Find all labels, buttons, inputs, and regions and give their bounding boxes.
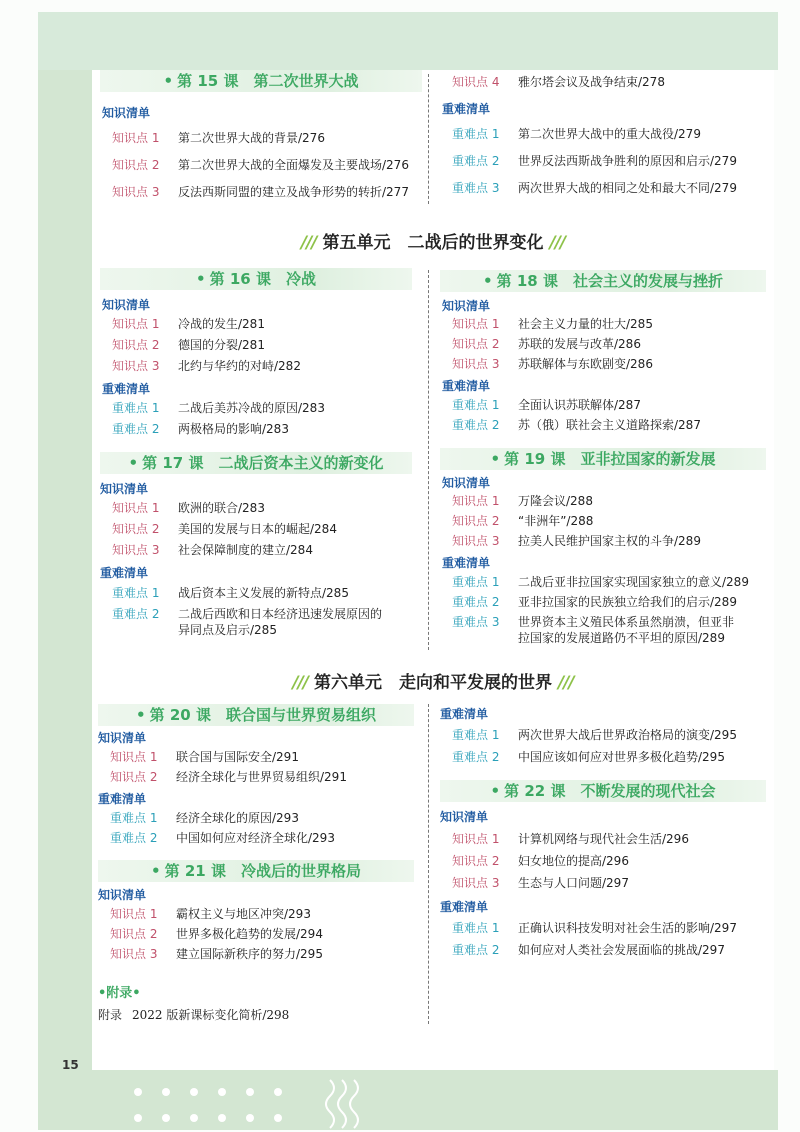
lesson-20-title: • 第 20 课 联合国与世界贸易组织 bbox=[136, 706, 376, 724]
lesson-21-header bbox=[98, 860, 414, 882]
list-item: 重难点 1 经济全球化的原因/293 bbox=[110, 811, 299, 825]
appendix-entry bbox=[98, 1006, 299, 1023]
lesson-19-title: • 第 19 课 亚非拉国家的新发展 bbox=[490, 450, 716, 468]
list-item: 知识点 2 德国的分裂/281 bbox=[112, 338, 265, 352]
list-item: 重难点 1 正确认识科技发明对社会生活的影响/297 bbox=[452, 921, 737, 935]
lesson-18-header bbox=[440, 270, 766, 292]
list-item: 重难点 1 两次世界大战后世界政治格局的演变/295 bbox=[452, 728, 737, 742]
lesson-19-header bbox=[440, 448, 766, 470]
key-list-label: 重难清单 bbox=[440, 900, 489, 914]
key-list-label: 重难清单 bbox=[98, 792, 147, 806]
list-item: 知识点 1 冷战的发生/281 bbox=[112, 317, 265, 331]
list-item: 知识点 3 生态与人口问题/297 bbox=[452, 876, 629, 890]
knowledge-list-label: 知识清单 bbox=[98, 731, 147, 745]
lesson-22-header bbox=[440, 780, 766, 802]
list-item: 知识点 1 万隆会议/288 bbox=[452, 494, 593, 508]
list-item: 知识点 2 第二次世界大战的全面爆发及主要战场/276 bbox=[112, 158, 409, 172]
left-margin-band bbox=[38, 12, 92, 1082]
list-item: 重难点 2 中国应该如何应对世界多极化趋势/295 bbox=[452, 750, 725, 764]
list-item: 重难点 1 战后资本主义发展的新特点/285 bbox=[112, 586, 349, 600]
knowledge-list-label: 知识清单 bbox=[102, 106, 151, 120]
lesson-16-header bbox=[100, 268, 412, 290]
list-item: 知识点 3 苏联解体与东欧剧变/286 bbox=[452, 357, 653, 371]
key-list-label: 重难清单 bbox=[100, 566, 149, 580]
list-item: 知识点 3 拉美人民维护国家主权的斗争/289 bbox=[452, 534, 701, 548]
lesson-15-title: • 第 15 课 第二次世界大战 bbox=[163, 72, 359, 90]
top-margin-band bbox=[38, 12, 778, 70]
lesson-17-title: • 第 17 课 二战后资本主义的新变化 bbox=[128, 454, 384, 472]
list-item: 知识点 3 建立国际新秩序的努力/295 bbox=[110, 947, 323, 961]
knowledge-list-label: 知识清单 bbox=[98, 888, 147, 902]
list-item: 重难点 1 二战后美苏冷战的原因/283 bbox=[112, 401, 325, 415]
list-item: 重难点 2 苏（俄）联社会主义道路探索/287 bbox=[452, 418, 701, 432]
column-divider bbox=[428, 270, 429, 650]
list-item: 重难点 1 第二次世界大战中的重大战役/279 bbox=[452, 127, 701, 141]
decorative-waves-icon bbox=[324, 1078, 364, 1132]
list-item: 重难点 1 全面认识苏联解体/287 bbox=[452, 398, 641, 412]
appendix-title: •附录• bbox=[98, 986, 141, 1001]
lesson-22-title: • 第 22 课 不断发展的现代社会 bbox=[490, 782, 716, 800]
column-divider bbox=[428, 74, 429, 204]
list-item: 知识点 2 世界多极化趋势的发展/294 bbox=[110, 927, 323, 941]
unit-6-heading: /// 第六单元 走向和平发展的世界 /// bbox=[292, 673, 574, 693]
list-item: 知识点 4 雅尔塔会议及战争结束/278 bbox=[452, 75, 665, 89]
list-item: 知识点 1 计算机网络与现代社会生活/296 bbox=[452, 832, 689, 846]
list-item: 知识点 2 经济全球化与世界贸易组织/291 bbox=[110, 770, 347, 784]
list-item: 重难点 2 两极格局的影响/283 bbox=[112, 422, 289, 436]
list-item: 知识点 3 北约与华约的对峙/282 bbox=[112, 359, 301, 373]
list-item: 重难点 2 亚非拉国家的民族独立给我们的启示/289 bbox=[452, 595, 737, 609]
lesson-16-title: • 第 16 课 冷战 bbox=[196, 270, 316, 288]
list-item: 知识点 1 霸权主义与地区冲突/293 bbox=[110, 907, 311, 921]
list-item: 重难点 2 世界反法西斯战争胜利的原因和启示/279 bbox=[452, 154, 737, 168]
list-item: 知识点 2 妇女地位的提高/296 bbox=[452, 854, 629, 868]
list-item: 重难点 2 中国如何应对经济全球化/293 bbox=[110, 831, 335, 845]
knowledge-list-label: 知识清单 bbox=[442, 299, 491, 313]
lesson-15-header bbox=[100, 70, 422, 92]
list-item: 知识点 2 美国的发展与日本的崛起/284 bbox=[112, 522, 337, 536]
knowledge-list-label: 知识清单 bbox=[440, 810, 489, 824]
key-list-label: 重难清单 bbox=[442, 556, 491, 570]
knowledge-list-label: 知识清单 bbox=[442, 476, 491, 490]
list-item: 知识点 3 反法西斯同盟的建立及战争形势的转折/277 bbox=[112, 185, 409, 199]
lesson-18-title: • 第 18 课 社会主义的发展与挫折 bbox=[483, 272, 723, 290]
list-item: 知识点 3 社会保障制度的建立/284 bbox=[112, 543, 313, 557]
list-item: 知识点 2 “非洲年”/288 bbox=[452, 514, 594, 528]
list-item: 知识点 1 第二次世界大战的背景/276 bbox=[112, 131, 325, 145]
lesson-21-title: • 第 21 课 冷战后的世界格局 bbox=[151, 862, 361, 880]
appendix-label: 附录 bbox=[98, 1008, 123, 1022]
key-list-label: 重难清单 bbox=[102, 382, 151, 396]
key-list-label: 重难清单 bbox=[442, 102, 491, 116]
key-list-label: 重难清单 bbox=[440, 707, 489, 721]
knowledge-list-label: 知识清单 bbox=[102, 298, 151, 312]
appendix-text: 2022 版新课标变化简析/298 bbox=[132, 1008, 290, 1022]
list-item: 重难点 1 二战后亚非拉国家实现国家独立的意义/289 bbox=[452, 575, 749, 589]
lesson-17-header bbox=[100, 452, 412, 474]
unit-5-heading: /// 第五单元 二战后的世界变化 /// bbox=[300, 233, 566, 253]
list-item: 重难点 3 两次世界大战的相同之处和最大不同/279 bbox=[452, 181, 737, 195]
list-item: 知识点 1 联合国与国际安全/291 bbox=[110, 750, 299, 764]
page-number: 15 bbox=[62, 1058, 79, 1072]
list-item: 重难点 2 如何应对人类社会发展面临的挑战/297 bbox=[452, 943, 725, 957]
decorative-dots bbox=[134, 1082, 294, 1132]
key-list-label: 重难清单 bbox=[442, 379, 491, 393]
list-item: 知识点 1 欧洲的联合/283 bbox=[112, 501, 265, 515]
lesson-20-header bbox=[98, 704, 414, 726]
list-item: 知识点 1 社会主义力量的壮大/285 bbox=[452, 317, 653, 331]
list-item: 重难点 3 世界资本主义殖民体系虽然崩溃，但亚非 拉国家的发展道路仍不平坦的原因/289 bbox=[452, 615, 735, 645]
knowledge-list-label: 知识清单 bbox=[100, 482, 149, 496]
list-item: 重难点 2 二战后西欧和日本经济迅速发展原因的 异同点及启示/285 bbox=[112, 607, 383, 637]
column-divider bbox=[428, 704, 429, 1024]
list-item: 知识点 2 苏联的发展与改革/286 bbox=[452, 337, 641, 351]
